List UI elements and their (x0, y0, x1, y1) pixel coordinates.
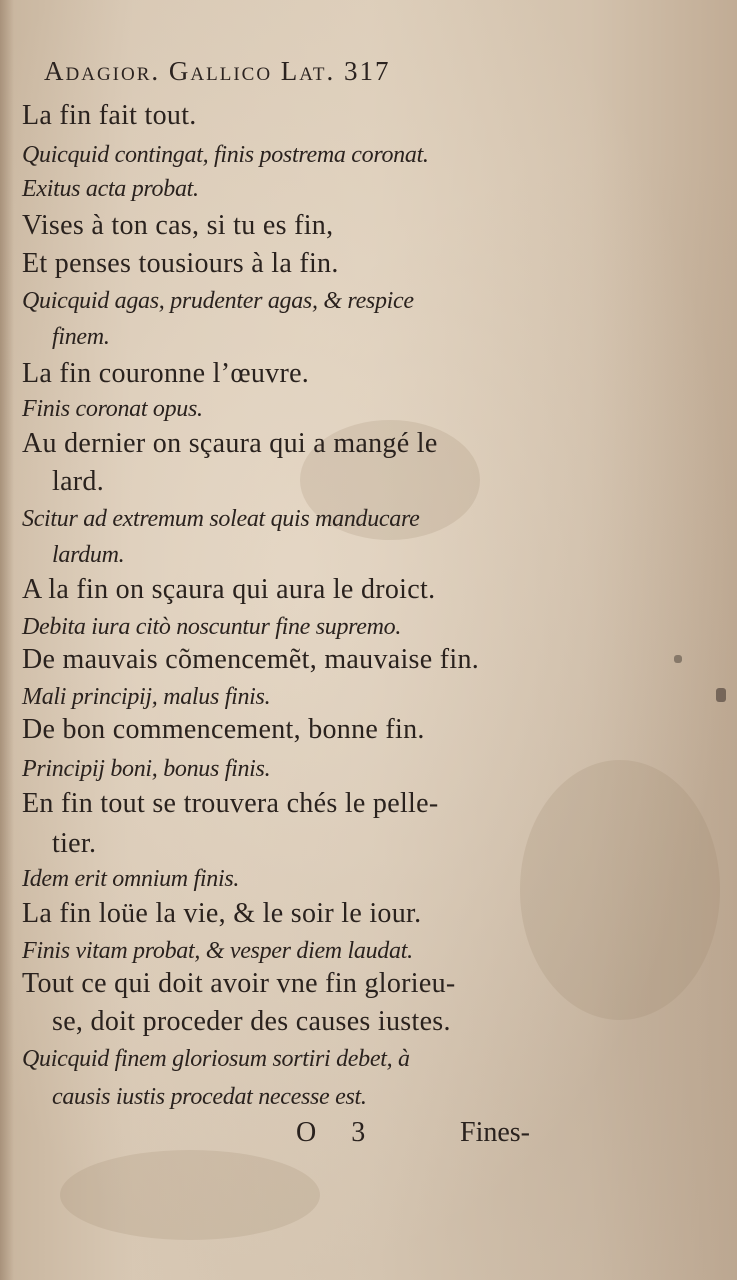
text-line: La fin loüe la vie, & le soir le iour. (22, 898, 422, 929)
text-line: Scitur ad extremum soleat quis manducare (22, 506, 420, 532)
text-line: Quicquid finem gloriosum sortiri debet, à (22, 1046, 410, 1072)
text-line: Quicquid agas, prudenter agas, & respice (22, 288, 414, 314)
text-line: Debita iura citò noscuntur fine supremo. (22, 614, 402, 640)
signature-mark: O 3 (296, 1117, 380, 1148)
text-line: lardum. (52, 542, 125, 568)
text-line: La fin fait tout. (22, 100, 197, 131)
running-head: Adagior. Gallico Lat. 317 (44, 56, 391, 86)
ink-blot (716, 688, 726, 702)
text-line: Au dernier on sçaura qui a mangé le (22, 428, 438, 459)
paper-stain (60, 1150, 320, 1240)
text-line: De bon commencement, bonne fin. (22, 714, 425, 745)
text-line: Et penses tousiours à la fin. (22, 248, 339, 279)
catchword: Fines- (460, 1117, 530, 1148)
text-line: La fin couronne l’œuvre. (22, 358, 310, 389)
text-line: tier. (52, 828, 97, 859)
text-line: finem. (52, 324, 110, 350)
text-line: lard. (52, 466, 105, 497)
text-line: Finis vitam probat, & vesper diem laudat. (22, 938, 413, 964)
text-line: Principij boni, bonus finis. (22, 756, 271, 782)
text-line: se, doit proceder des causes iustes. (52, 1006, 451, 1037)
text-line: Finis coronat opus. (22, 396, 203, 422)
text-line: Vises à ton cas, si tu es fin, (22, 210, 334, 241)
text-line: Tout ce qui doit avoir vne fin glorieu- (22, 968, 456, 999)
text-line: A la fin on sçaura qui aura le droict. (22, 574, 436, 605)
text-line: Exitus acta probat. (22, 176, 199, 202)
text-line: Mali principij, malus finis. (22, 684, 271, 710)
text-line: En fin tout se trouvera chés le pelle- (22, 788, 439, 819)
paper-stain (520, 760, 720, 1020)
text-line: Quicquid contingat, finis postrema coronat. (22, 142, 429, 168)
text-line: Idem erit omnium finis. (22, 866, 240, 892)
text-line: De mauvais cõmencemẽt, mauvaise fin. (22, 644, 480, 675)
page-gutter-shadow (0, 0, 14, 1280)
text-line: causis iustis procedat necesse est. (52, 1084, 367, 1110)
ink-blot (674, 655, 682, 663)
